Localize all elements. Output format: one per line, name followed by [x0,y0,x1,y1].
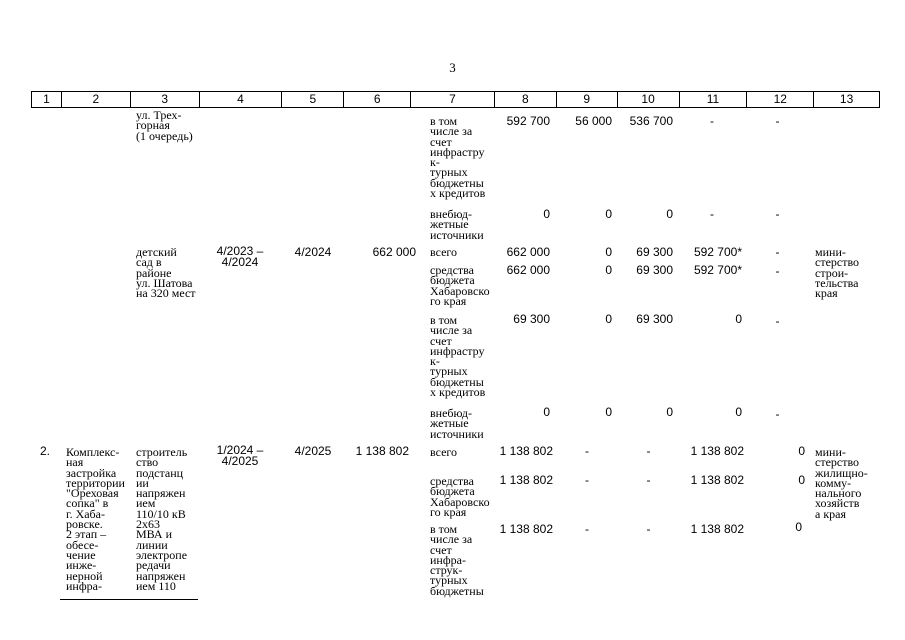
header-col-13: 13 [839,92,854,106]
value-col12: - [775,314,780,328]
value-col11: - [710,207,714,221]
project-name: Комплекс- ная застройка территории "Ореховая сопка" в г. Хаба- ровске. 2 этап – обесе- чение инже- нерной инфра- [66,445,125,593]
period: 1/2024 – 4/2025 [216,443,264,468]
value-col10: - [646,444,651,458]
value-col11: 0 [735,405,742,419]
value-col11: 0 [735,312,742,326]
value-col12: - [775,245,780,259]
value-col8: 0 [543,207,550,221]
value-col8: 592 700 [506,114,550,128]
value-col12: 0 [798,444,805,458]
value-col8: 1 138 802 [499,444,553,458]
object-name: ул. Трех- горная (1 очередь) [136,108,193,143]
source-label: в том числе за счет инфра- струк- турных бюджетны [430,522,484,598]
executor: мини- стерство строи- тельства края [815,245,860,301]
value-col10: 69 300 [636,245,673,259]
object-name: детский сад в районе ул. Шатова на 320 мест [136,245,196,301]
value-col8: 662 000 [506,245,550,259]
header-col-8: 8 [495,92,557,107]
value-col8: 0 [543,405,550,419]
value-col11: 1 138 802 [690,473,744,487]
value-col12: - [775,114,780,128]
source-label: всего [430,445,458,459]
header-col-4: 4 [200,92,283,107]
value-col10: 69 300 [636,312,673,326]
value-col11: 592 700* [693,245,742,259]
header-col-9: 9 [557,92,618,107]
value-col10: 0 [666,207,673,221]
page-number: 3 [449,60,456,75]
source-label: всего [430,245,458,259]
source-label: внебюд- жетные источники [430,207,484,242]
value-col11: 592 700* [693,263,742,277]
value-col12: - [775,207,780,221]
value-col10: - [646,473,651,487]
header-col-10: 10 [618,92,680,107]
header-col-1: 1 [32,92,62,107]
header-col-12: 12 [747,92,814,107]
value-col11: 1 138 802 [690,444,744,458]
source-label: внебюд- жетные источники [430,406,484,441]
header-col-7: 7 [411,92,495,107]
source-label: в том числе за счет инфрастру к- турных бюджетны х кредитов [430,313,486,400]
cost: 662 000 [372,245,416,259]
header-col-11: 11 [680,92,748,107]
row-number: 2. [40,444,51,458]
value-col11: - [710,114,714,128]
header-col-2: 2 [62,92,131,107]
period: 4/2023 – 4/2024 [216,244,264,269]
value-col12: - [775,264,780,278]
value-col9: 56 000 [575,114,612,128]
value-col10: 536 700 [629,114,673,128]
value-col9: - [585,522,589,536]
header-col-3: 3 [131,92,200,107]
value-col8: 1 138 802 [499,522,553,536]
value-col9: 0 [605,207,612,221]
header-col-5: 5 [282,92,344,107]
value-col9: 0 [605,263,612,277]
header-col-6: 6 [344,92,411,107]
table-header-row [31,91,880,108]
value-col12: - [775,407,780,421]
value-col8: 1 138 802 [499,473,553,487]
value-col10: 0 [666,405,673,419]
value-col12: 0 [795,520,802,534]
value-col10: 69 300 [636,263,673,277]
value-col8: 662 000 [506,263,550,277]
executor: мини- стерство жилищно- комму- нального хозяйств а края [815,445,868,521]
source-label: средства бюджета Хабаровско го края [430,474,490,519]
cell-bottom-border [60,599,198,600]
value-col12: 0 [798,473,805,487]
source-label: средства бюджета Хабаровско го края [430,263,490,308]
commissioning-date: 4/2024 [294,245,332,259]
cost: 1 138 802 [355,444,409,458]
value-col9: - [585,473,589,487]
value-col10: - [646,522,651,536]
object-name: строитель ство подстанц ии напряжен ием 110/10 кВ 2х63 МВА и линии электропе редачи напряжен ием 110 [136,445,188,593]
value-col11: 1 138 802 [690,522,744,536]
value-col8: 69 300 [513,312,550,326]
value-col9: 0 [605,312,612,326]
commissioning-date: 4/2025 [294,444,332,458]
value-col9: 0 [605,245,612,259]
value-col9: - [585,444,589,458]
value-col9: 0 [605,405,612,419]
source-label: в том числе за счет инфрастру к- турных бюджетны х кредитов [430,114,486,201]
